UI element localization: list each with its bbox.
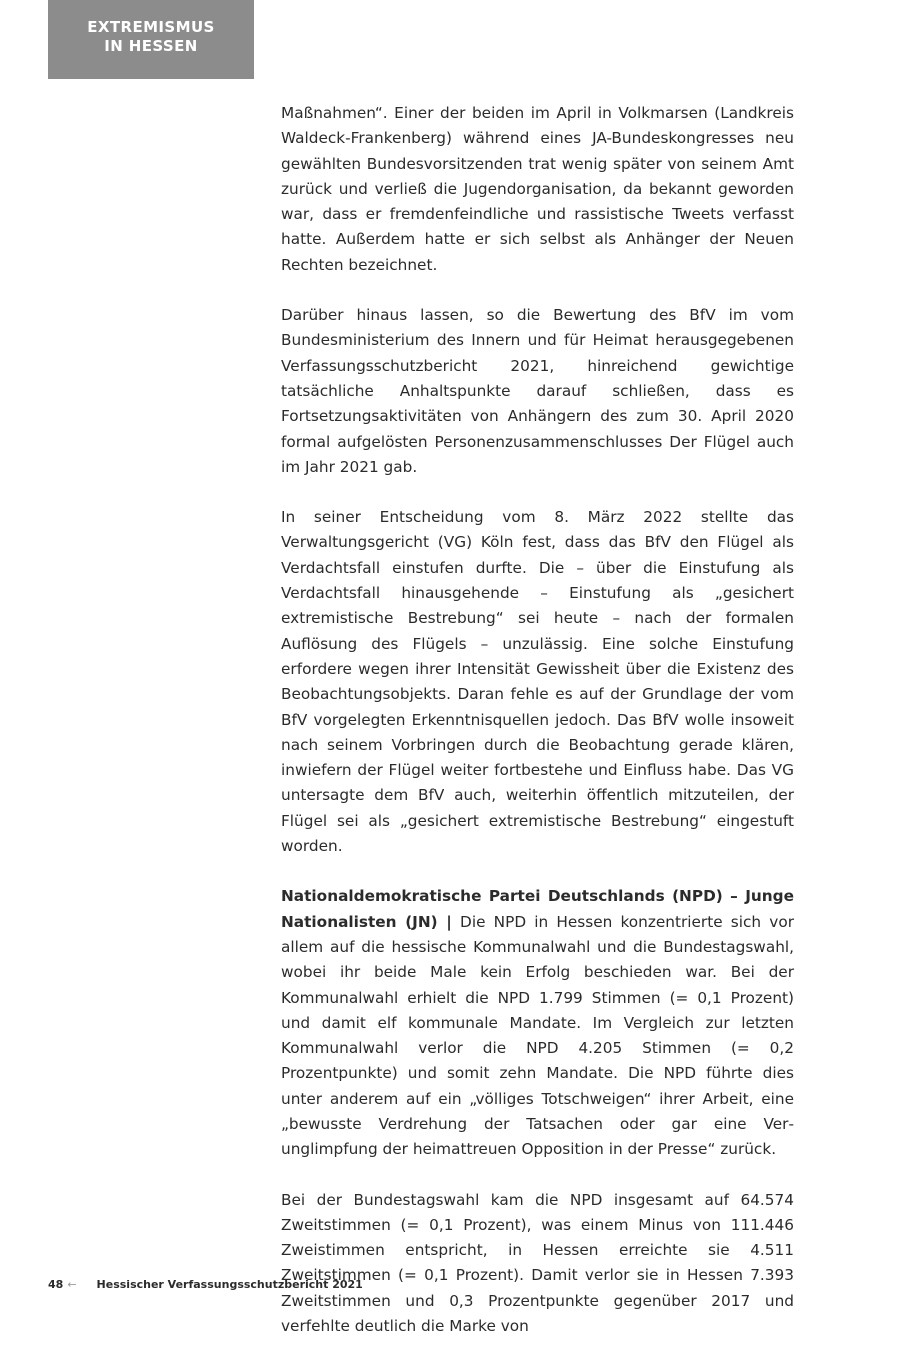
section-tab-line-2: IN HESSEN	[104, 36, 198, 55]
paragraph-1: Maßnahmen“. Einer der beiden im April in Volkmarsen (Landkreis Waldeck-Frankenberg) während eines JA-Bundeskongresses neu gewählten Bundesvorsitzenden trat wenig später von seinem Amt zurück und verließ die Jugendorganisation, da bekannt geworden war, dass er fremdenfeindliche und rassistische Tweets verfasst hatte. Außerdem hatte er sich selbst als Anhänger der Neuen Rechten bezeichnet.	[281, 104, 794, 274]
paragraph-3: In seiner Entscheidung vom 8. März 2022 stellte das Verwaltungsgericht (VG) Köln fest, dass das BfV den Flügel als Verdachtsfall einstufen durfte. Die – über die Einstufung als Verdachtsfall hinausgehende – Einstufung als „gesichert extremistische Bestrebung“ sei heute – nach der formalen Auflösung des Flügels – unzulässig. Eine solche Einstufung erfordere wegen ihrer Intensität Gewissheit über die Existenz des Beobachtungsobjekts. Daran fehle es auf der Grundlage der vom BfV vorgelegten Erkenntnisquellen jedoch. Das BfV wolle insoweit nach seinem Vorbringen durch die Beobachtung gerade klären, inwiefern der Flügel weiter fortbestehe und Einfluss habe. Das VG untersagte dem BfV auch, weiterhin öffentlich mitzuteilen, der Flügel sei als „gesichert extremistische Bestrebung“ eingestuft worden.	[281, 508, 794, 856]
npd-text: Die NPD in Hessen konzentrierte sich vor allem auf die hessische Kommunalwahl und die Bundestagswahl, wobei ihr beide Male kein Erfolg beschieden war. Bei der Kommunalwahl erhielt die NPD 1.799 Stimmen (= 0,1 Prozent) und damit elf kommunale Mandate. Im Vergleich zur letzten Kommunalwahl verlor die NPD 4.205 Stimmen (= 0,2 Prozentpunkte) und somit zehn Mandate. Die NPD führte dies unter anderem auf ein „völliges Totschweigen“ ihrer Arbeit, eine „bewusste Verdrehung der Tatsachen oder gar eine Verunglimpfung der heimattreuen Opposition in der Presse“ zurück.	[281, 912, 794, 1159]
npd-heading: Nationaldemokratische Partei Deutschlands (NPD) – Junge Nationalisten (JN) |	[281, 887, 794, 931]
page-number: 48	[48, 1278, 64, 1291]
section-tab	[48, 0, 254, 79]
paragraph-npd	[281, 884, 794, 1162]
paragraph-5: Bei der Bundestagswahl kam die NPD insgesamt auf 64.574 Zweitstimmen (= 0,1 Prozent), was einem Minus von 111.446 Zweistimmen entspricht, in Hessen erreichte sie 4.511 Zweitstimmen (= 0,1 Prozent). Damit verlor sie in Hessen 7.393 Zweitstimmen und 0,3 Prozentpunkte gegenüber 2017 und verfehlte deutlich die Marke von	[281, 1190, 794, 1336]
main-text	[281, 101, 794, 1364]
section-tab-label	[87, 18, 214, 56]
footer-title: Hessischer Verfassungsschutzbericht 2021	[96, 1278, 363, 1291]
arrow-left-icon: ←	[67, 1278, 77, 1291]
section-tab-line-1: EXTREMISMUS	[87, 17, 215, 36]
page-footer	[48, 1278, 363, 1291]
paragraph-2: Darüber hinaus lassen, so die Bewertung des BfV im vom Bundesministerium des Innern und für Heimat herausgegebenen Verfassungsschutzbericht 2021, hinreichend gewichtige tatsächliche Anhaltspunkte darauf schließen, dass es Fortsetzungsaktivitäten von Anhängern des zum 30. April 2020 formal aufgelösten Personenzusammenschlusses Der Flügel auch im Jahr 2021 gab.	[281, 306, 794, 476]
